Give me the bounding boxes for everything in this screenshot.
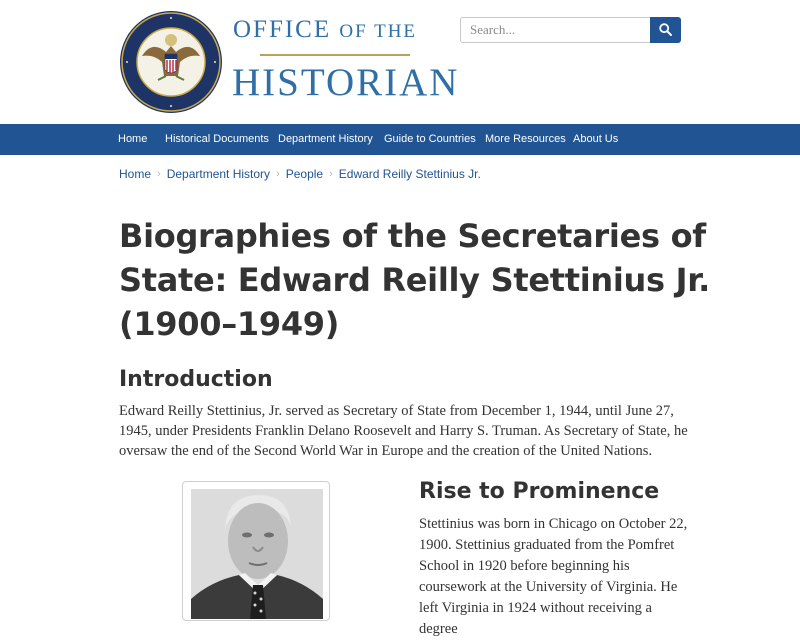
introduction-heading: Introduction bbox=[119, 367, 273, 392]
breadcrumb-department-history[interactable]: Department History bbox=[166, 167, 271, 181]
search-icon bbox=[659, 23, 672, 36]
site-header bbox=[0, 0, 800, 124]
rise-to-prominence-heading: Rise to Prominence bbox=[419, 479, 660, 504]
breadcrumb bbox=[119, 165, 481, 183]
breadcrumb-people[interactable]: People bbox=[285, 167, 324, 181]
nav-historical-documents[interactable]: Historical Documents bbox=[165, 133, 269, 145]
nav-more-resources[interactable]: More Resources bbox=[485, 133, 566, 145]
state-department-seal[interactable] bbox=[118, 10, 224, 114]
chevron-right-icon: › bbox=[157, 168, 161, 180]
search-button[interactable] bbox=[650, 17, 681, 43]
site-wordmark-line2[interactable]: HISTORIAN bbox=[232, 61, 460, 104]
nav-guide-to-countries[interactable]: Guide to Countries bbox=[384, 133, 476, 145]
introduction-paragraph: Edward Reilly Stettinius, Jr. served as Secretary of State from December 1, 1944, until June 27, 1945, under Presidents Franklin Delano Roosevelt and Harry S. Truman. As Secretary of State, he oversaw the end of the Second World War in Europe and the creation of the United Nations. bbox=[119, 403, 688, 459]
breadcrumb-home[interactable]: Home bbox=[119, 167, 152, 181]
chevron-right-icon: › bbox=[329, 168, 333, 180]
nav-department-history[interactable]: Department History bbox=[278, 133, 373, 145]
site-wordmark-line1[interactable] bbox=[233, 16, 417, 44]
wordmark-office: OFFICE bbox=[233, 16, 332, 43]
search-input[interactable] bbox=[460, 17, 650, 43]
main-navigation bbox=[0, 124, 800, 155]
portrait-image bbox=[191, 489, 323, 619]
wordmark-divider bbox=[260, 54, 410, 56]
breadcrumb-current-page[interactable]: Edward Reilly Stettinius Jr. bbox=[338, 167, 481, 181]
nav-about-us[interactable]: About Us bbox=[573, 133, 619, 145]
page-title: Biographies of the Secretaries of State: Edward Reilly Stettinius Jr. (1900–1949) bbox=[119, 217, 710, 343]
wordmark-of-the: OF THE bbox=[339, 21, 418, 42]
rise-to-prominence-paragraph: Stettinius was born in Chicago on October 22, 1900. Stettinius graduated from the Pomfret School in 1920 before beginning his coursework at the University of Virginia. He left Virginia in 1924 without receiving a degree bbox=[419, 516, 688, 637]
nav-home[interactable]: Home bbox=[118, 133, 148, 145]
chevron-right-icon: › bbox=[276, 168, 280, 180]
portrait-figure bbox=[182, 481, 330, 621]
stettinius-portrait-photo[interactable] bbox=[191, 489, 323, 619]
